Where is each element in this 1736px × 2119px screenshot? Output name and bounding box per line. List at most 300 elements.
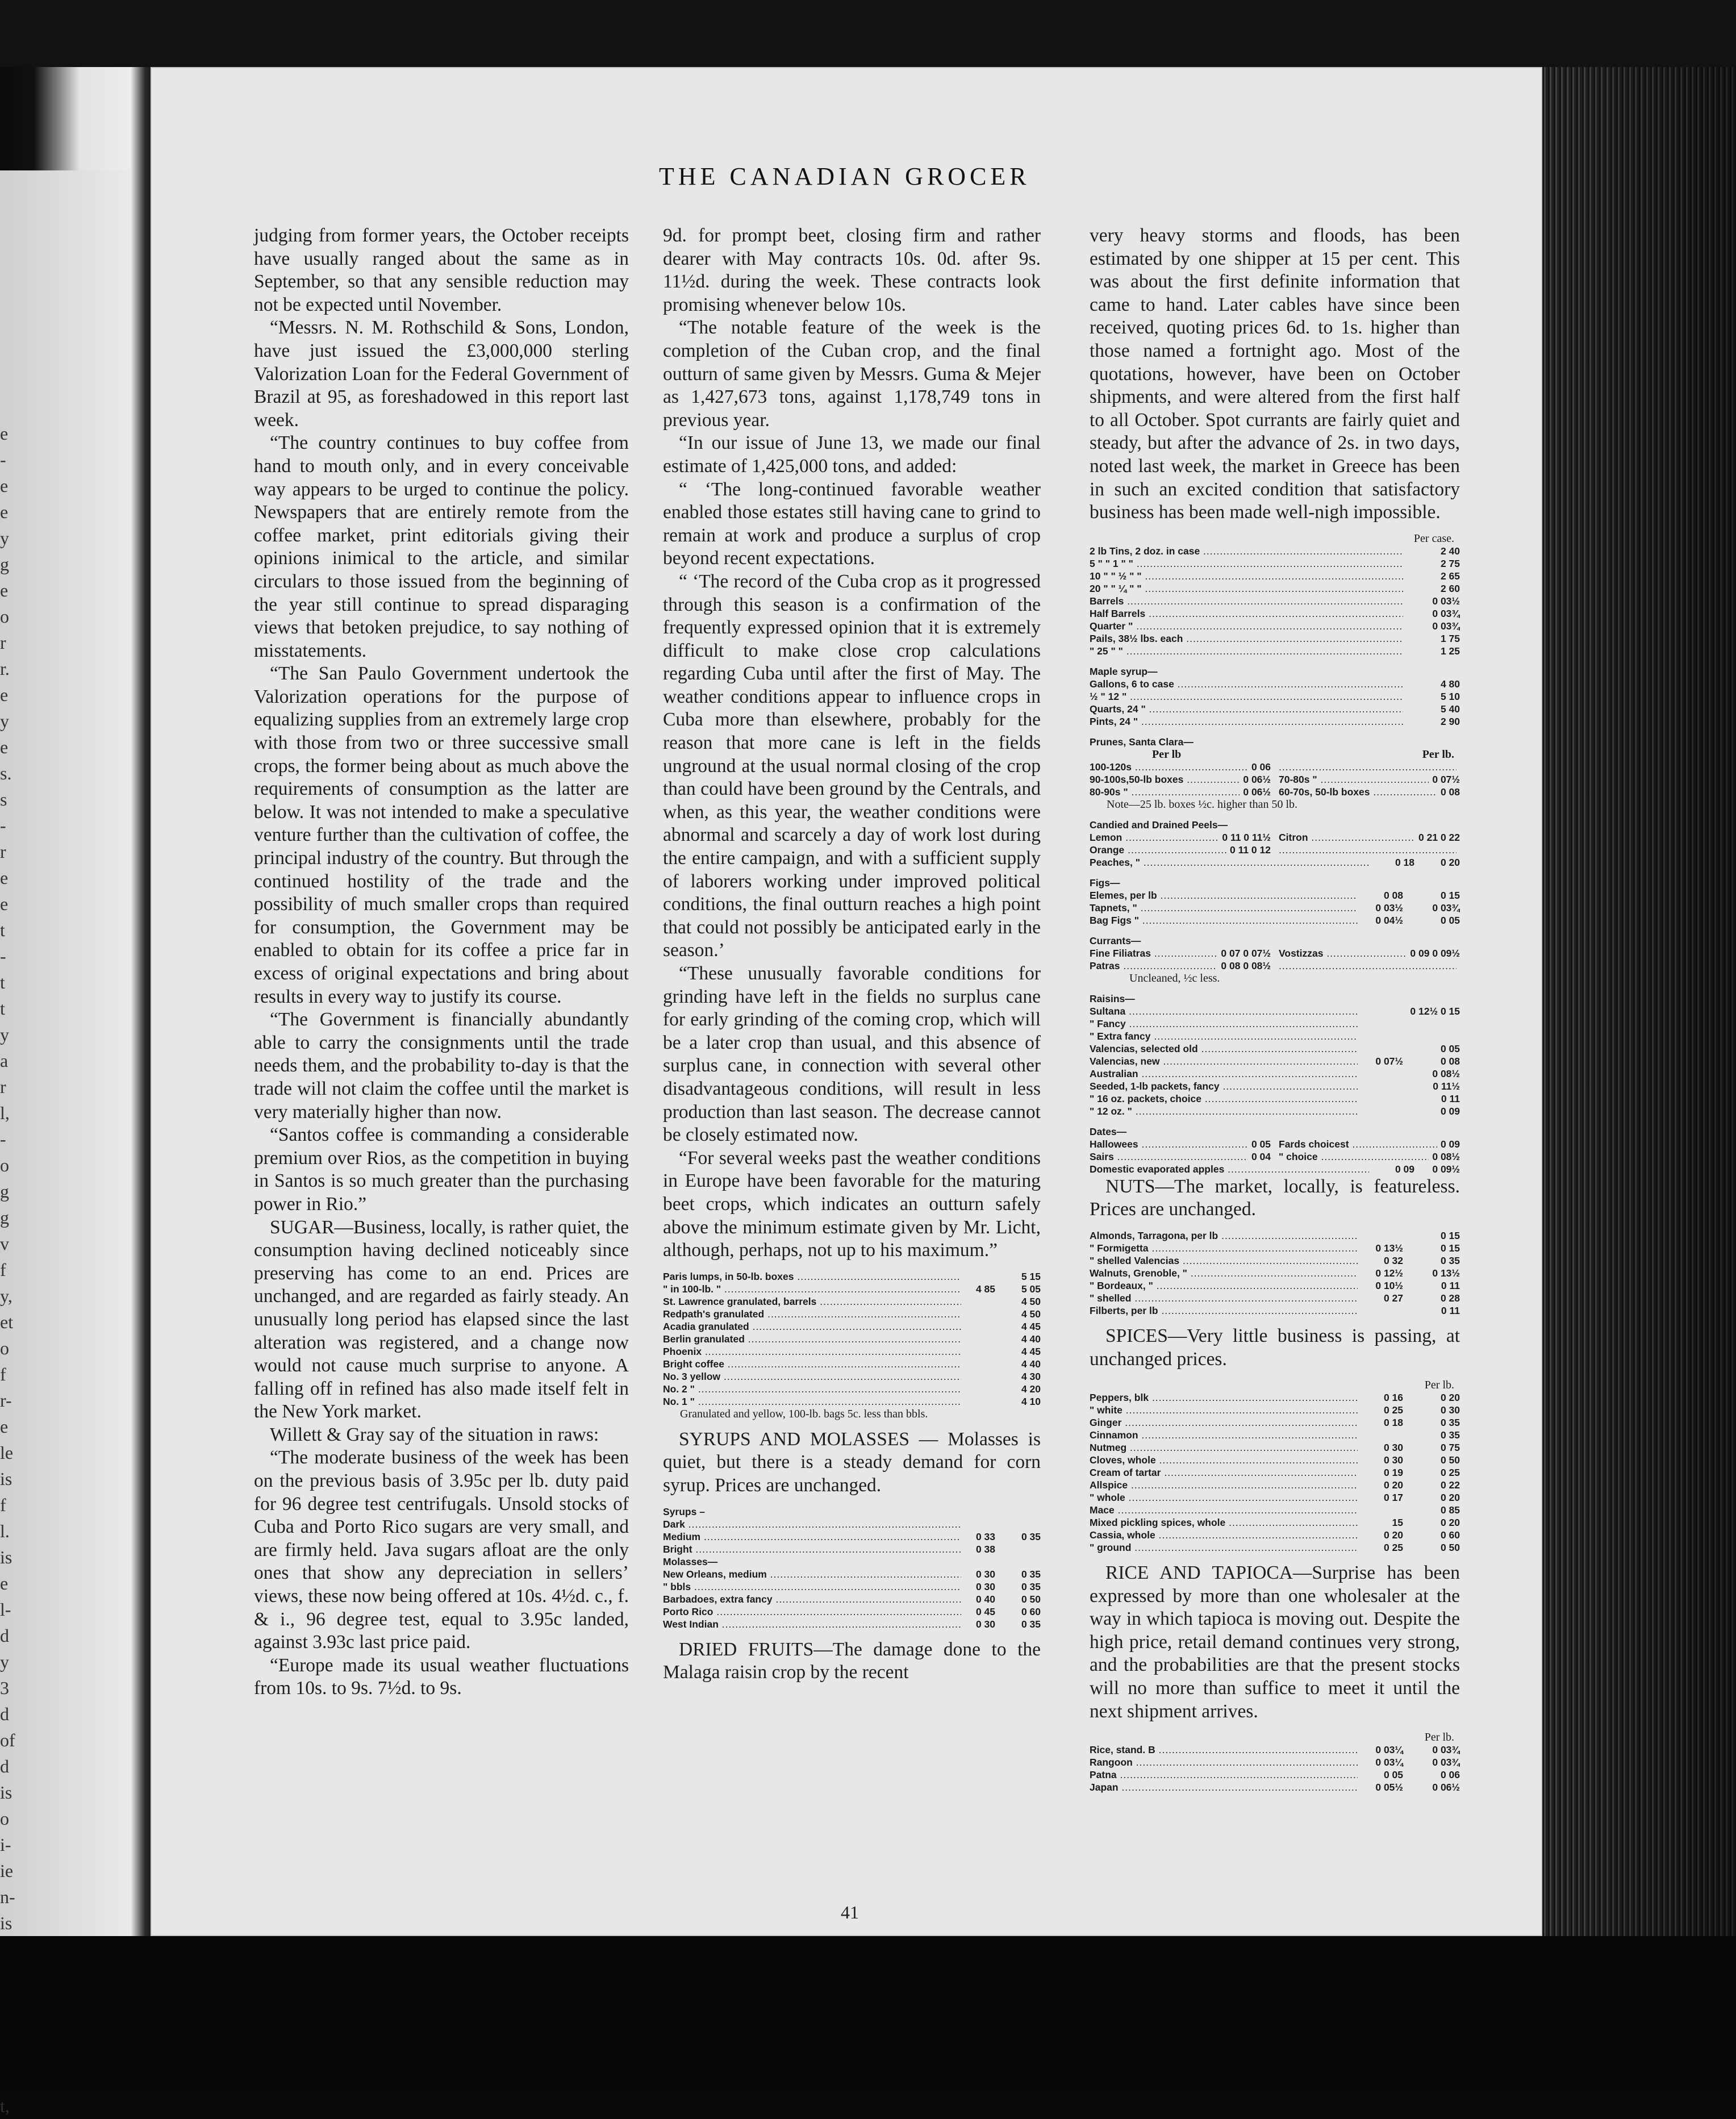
row-label (1279, 844, 1457, 856)
price-high: 5 15 (1021, 1270, 1041, 1282)
table-row (1090, 889, 1460, 902)
row-label: Cassia, whole ..... (1090, 1529, 1358, 1541)
price-high: 5 10 (1440, 690, 1460, 702)
price-high: 5 05 (1021, 1283, 1041, 1295)
price: 0 06 (1251, 761, 1271, 773)
row-label: " Bordeaux, " ..... (1090, 1279, 1358, 1292)
row-label: Rangoon ..... (1090, 1756, 1358, 1768)
price-low (1403, 645, 1426, 657)
row-label: " white ..... (1090, 1404, 1358, 1416)
page-header: THE CANADIAN GROCER (659, 162, 1030, 190)
left-page-fragment: y (0, 1651, 9, 1672)
canned-fruit-table (1090, 545, 1460, 657)
row-label: Allspice ..... (1090, 1479, 1358, 1491)
price-high: 0 60 (1021, 1605, 1041, 1617)
price-low: 0 03¼ (1375, 1757, 1403, 1768)
price-high: 0 11 (1441, 1279, 1460, 1291)
sugar-price-table (663, 1270, 1041, 1408)
price-high: 4 50 (1021, 1308, 1041, 1320)
dates-heading: Dates— (1090, 1125, 1127, 1137)
left-page-fragment: a (0, 1050, 9, 1071)
table-row (1090, 1292, 1460, 1304)
price-low (961, 1270, 995, 1283)
paragraph: “The country continues to buy coffee from hand to mouth only, and in every conceivable way appears to be urged to continue the policy. Newspapers that are entirely remote from the coffee market, print editorials giving their opinions inimical to the article, and similar circulars to those issued from the beginning of the year still continue to spread disparaging views that betoken prejudice, to say nothing of misstatements. (254, 432, 629, 661)
price-low (1358, 1030, 1403, 1042)
price-low (1403, 620, 1426, 632)
row-label: Valencias, selected old ..... (1090, 1042, 1358, 1055)
price-high: 0 50 (1440, 1454, 1460, 1466)
price-low: 0 05½ (1375, 1782, 1403, 1793)
table-row (1090, 557, 1460, 570)
left-page-fragment: e (0, 737, 9, 757)
spices-table-header: Per lb. (1424, 1379, 1454, 1392)
row-label: Berlin granulated ..... (663, 1333, 961, 1345)
table-row (663, 1333, 1041, 1345)
row-label: 20 " " ¼ " " ..... (1090, 582, 1403, 595)
row-label: Lemon ..... (1090, 831, 1218, 844)
table-row (1090, 595, 1460, 607)
price-high (1403, 1030, 1460, 1042)
price-low: 0 40 (975, 1593, 995, 1605)
price-high: 0 08½ (1432, 1067, 1460, 1079)
left-page-fragment: o (0, 1338, 9, 1358)
row-label: Walnuts, Grenoble, " ..... (1090, 1267, 1358, 1279)
table-row (1090, 1267, 1460, 1279)
price-low (1358, 1105, 1403, 1117)
left-page-fragment: n- (0, 1887, 15, 1907)
price: 0 11 0 12 (1229, 844, 1271, 856)
left-page-fragment: o (0, 1155, 9, 1175)
table-row (1090, 786, 1460, 798)
left-page-fragment: t, (0, 2096, 10, 2116)
price-high: 0 35 (1440, 1254, 1460, 1266)
price-low: 0 27 (1383, 1292, 1403, 1304)
table-row (663, 1283, 1041, 1295)
currants-table (1090, 935, 1460, 985)
price-low: 0 30 (1383, 1454, 1403, 1466)
peaches-row: Peaches, " ..... 0 18 0 20 (1090, 856, 1460, 869)
row-label: Patna ..... (1090, 1768, 1358, 1781)
price-low: 0 25 (1383, 1542, 1403, 1554)
price-low: 0 05 (1383, 1769, 1403, 1781)
table-row (1090, 1150, 1460, 1163)
paragraph: “ ‘The long-continued favorable weather enabled those estates still having cane to grind to remain at work and produce a surplus of crop beyond recent expectations. (663, 478, 1041, 569)
row-label (1279, 761, 1457, 773)
row-label: Acadia granulated ..... (663, 1320, 961, 1333)
left-page-fragment: y (0, 528, 9, 548)
price-high: 0 30 (1440, 1404, 1460, 1416)
left-page-fragment: l, (0, 1103, 10, 1123)
price-low (961, 1358, 995, 1370)
price-low: 0 30 (975, 1568, 995, 1580)
price: 0 04 (1251, 1150, 1271, 1162)
prunes-per-right: Per lb. (1422, 748, 1454, 761)
row-label: Patras ..... (1090, 960, 1217, 972)
row-label: 80-90s " ..... (1090, 786, 1240, 798)
raisins-table (1090, 992, 1460, 1117)
table-row (1090, 1030, 1460, 1042)
price-high: 0 35 (1440, 1417, 1460, 1429)
price-high: 0 35 (1021, 1568, 1041, 1580)
row-label: ½ " 12 " ..... (1090, 690, 1403, 703)
price-low (961, 1308, 995, 1320)
row-label: " 16 oz. packets, choice ..... (1090, 1092, 1358, 1105)
left-page-fragment: e (0, 475, 9, 496)
table-row (663, 1270, 1041, 1283)
price-high: 0 35 (1021, 1580, 1041, 1592)
table-row (1090, 1055, 1460, 1067)
left-page-fragment: y (0, 711, 9, 731)
price-low: 0 38 (975, 1543, 995, 1555)
row-label: Australian ..... (1090, 1067, 1358, 1080)
table-row (663, 1618, 1041, 1630)
price (1457, 761, 1460, 773)
table-row (663, 1555, 1041, 1568)
row-label: Mixed pickling spices, whole ..... (1090, 1516, 1358, 1529)
price: 0 21 0 22 (1418, 831, 1460, 843)
left-page-fragment: ie (0, 1861, 14, 1881)
left-page-fragment: e (0, 1416, 9, 1437)
price-low (961, 1518, 995, 1530)
left-page-fragment: - (0, 449, 6, 470)
paragraph: judging from former years, the October receipts have usually ranged about the same as in September, so that any sensible reduction may not be expected until November. (254, 225, 629, 315)
price-low (1403, 570, 1426, 582)
price-high: 0 09 (1440, 1105, 1460, 1117)
price-low: 0 03½ (1375, 902, 1403, 913)
price-high: 2 75 (1440, 557, 1460, 569)
price-high: 0 35 (1021, 1530, 1041, 1542)
row-label: Dark ..... (663, 1518, 961, 1530)
row-label: Ginger ..... (1090, 1416, 1358, 1429)
left-page-fragment: e (0, 867, 9, 888)
row-label: No. 3 yellow ..... (663, 1370, 961, 1383)
table-row (1090, 607, 1460, 620)
price-high: 2 65 (1440, 570, 1460, 582)
peels-rows (1090, 831, 1460, 856)
table-row (1090, 1005, 1460, 1017)
price-low: 0 12½ (1375, 1267, 1403, 1279)
row-label: " choice ..... (1279, 1150, 1429, 1163)
price: 0 06½ (1243, 773, 1271, 785)
table-row (663, 1308, 1041, 1320)
table-row (1090, 1254, 1460, 1267)
table-row (663, 1605, 1041, 1618)
table-row (1090, 902, 1460, 914)
left-page-fragment: l- (0, 1599, 11, 1620)
row-label: Peppers, blk ..... (1090, 1391, 1358, 1404)
row-label: Filberts, per lb ..... (1090, 1304, 1358, 1317)
table-row (1090, 1429, 1460, 1441)
price-low (1403, 632, 1426, 645)
price: 0 08½ (1432, 1150, 1460, 1162)
price-high: 0 11 (1441, 1304, 1460, 1316)
price-low (1358, 1304, 1403, 1317)
left-page-fragment: i- (0, 1834, 11, 1855)
left-page-fragment: 3 (0, 1678, 9, 1698)
table-row (1090, 620, 1460, 632)
paragraph: “These unusually favorable conditions for grinding have left in the fields no surplus cane for early grinding of the coming crop, which will be a later crop than usual, and this absence of surplus cane, in connection with several other disadvantageous conditions, will result in less production than last season. The decrease cannot be closely estimated now. (663, 963, 1041, 1146)
table-row (1090, 1242, 1460, 1254)
table-row (1090, 1080, 1460, 1092)
price-low: 0 17 (1383, 1492, 1403, 1504)
left-page-fragment: r. (0, 658, 10, 679)
row-label: Sultana ..... (1090, 1005, 1358, 1017)
row-label: Orange ..... (1090, 844, 1226, 856)
nuts-table (1090, 1229, 1460, 1317)
spices-paragraph: SPICES—Very little business is passing, at unchanged prices. (1090, 1325, 1460, 1370)
peels-heading: Candied and Drained Peels— (1090, 819, 1228, 831)
fruit-table-header: Per case. (1413, 532, 1454, 545)
price-high: 0 08 (1440, 1055, 1460, 1067)
table-row (1090, 665, 1460, 678)
row-label: " shelled ..... (1090, 1292, 1358, 1304)
price: 0 07 0 07½ (1221, 947, 1271, 959)
paragraph: “Messrs. N. M. Rothschild & Sons, London, have just issued the £3,000,000 sterling Valorization Loan for the Federal Government of Brazil at 95, as foreshadowed in this report last week. (254, 317, 629, 431)
row-label: 10 " " ½ " " ..... (1090, 570, 1403, 582)
row-label: Redpath's granulated ..... (663, 1308, 961, 1320)
figs-table (1090, 877, 1460, 927)
price-high: 0 03¾ (1432, 902, 1460, 913)
row-label: Pints, 24 " ..... (1090, 715, 1403, 728)
left-page-fragment: d (0, 1704, 9, 1724)
row-label: Barbadoes, extra fancy ..... (663, 1593, 961, 1605)
row-label: Cream of tartar ..... (1090, 1466, 1358, 1479)
price-high: 2 90 (1440, 715, 1460, 727)
price-high: 0 20 (1440, 1517, 1460, 1529)
left-page-fragment-text (0, 420, 17, 2119)
price-high: 0 03¾ (1432, 1757, 1460, 1768)
left-page-fragment: - (0, 946, 6, 966)
row-label: West Indian ..... (663, 1618, 961, 1630)
table-row (663, 1383, 1041, 1395)
row-label: 90-100s,50-lb boxes ..... (1090, 773, 1240, 786)
paragraph: “For several weeks past the weather conditions in Europe have been favorable for the maturing beet crops, which indicates an outturn safely above the minimum estimate given by Mr. Licht, although, perhaps, not up to his maximum.” (663, 1147, 1041, 1261)
price-low (1358, 1229, 1403, 1242)
price-low: 0 07½ (1375, 1055, 1403, 1067)
price-low (1358, 1429, 1403, 1441)
left-page-edge (0, 170, 131, 2116)
table-row (1090, 1042, 1460, 1055)
row-label: Valencias, new ..... (1090, 1055, 1358, 1067)
left-page-fragment: t (0, 998, 5, 1019)
price-high: 0 28 (1440, 1292, 1460, 1304)
row-label: " shelled Valencias ..... (1090, 1254, 1358, 1267)
rice-table-header: Per lb. (1424, 1731, 1454, 1744)
table-row (663, 1593, 1041, 1605)
price (1457, 960, 1460, 972)
left-page-fragment: - (0, 1129, 6, 1149)
table-row (1090, 947, 1460, 960)
left-page-fragment: s (0, 789, 7, 810)
price-low: 0 25 (1383, 1404, 1403, 1416)
row-label: Barrels ..... (1090, 595, 1403, 607)
price-high: 0 85 (1440, 1504, 1460, 1516)
price: 0 05 (1251, 1138, 1271, 1150)
paragraph: “Europe made its usual weather fluctuations from 10s. to 9s. 7½d. to 9s. (254, 1654, 629, 1699)
row-label: Seeded, 1-lb packets, fancy ..... (1090, 1080, 1358, 1092)
left-page-fragment: s. (0, 763, 12, 783)
price-high: 0 50 (1440, 1542, 1460, 1554)
table-row (1090, 1304, 1460, 1317)
table-row (1090, 1466, 1460, 1479)
price-high: 1 25 (1440, 645, 1460, 657)
table-row (663, 1518, 1041, 1530)
price (1457, 844, 1460, 856)
left-page-fragment: et (0, 1312, 14, 1332)
domestic-apples-row: Domestic evaporated apples ..... 0 09 0 09½ (1090, 1163, 1460, 1175)
table-row (663, 1345, 1041, 1358)
price-low (961, 1295, 995, 1308)
price-high: 2 40 (1440, 545, 1460, 557)
row-label: Syrups – (663, 1505, 705, 1517)
table-row (1090, 992, 1460, 1005)
price-high: 0 15 (1440, 1229, 1460, 1241)
maple-syrup-table (1090, 665, 1460, 728)
row-label: No. 1 " ..... (663, 1395, 961, 1408)
row-label: 100-120s ..... (1090, 761, 1248, 773)
row-label: Cloves, whole ..... (1090, 1454, 1358, 1466)
price: 0 07½ (1432, 773, 1460, 785)
price: 0 09 0 09½ (1410, 947, 1460, 959)
price-high: 0 05 (1440, 1042, 1460, 1054)
left-page-fragment: t (0, 972, 5, 992)
price-low (1358, 1504, 1403, 1516)
syrups-paragraph: SYRUPS AND MOLASSES — Molasses is quiet, but there is a steady demand for corn syrup. Prices are unchanged. (663, 1428, 1041, 1496)
row-label: Bag Figs " ..... (1090, 914, 1358, 927)
page-number: 41 (841, 1902, 859, 1922)
left-page-fragment: y (0, 1024, 9, 1045)
price-high: 1 75 (1440, 632, 1460, 644)
table-row (1090, 1067, 1460, 1080)
left-page-fragment: o (0, 606, 9, 627)
price-low: 0 20 (1383, 1479, 1403, 1491)
table-row (1090, 632, 1460, 645)
price-low: 0 13½ (1375, 1242, 1403, 1254)
row-label: Cinnamon ..... (1090, 1429, 1358, 1441)
price-low (961, 1395, 995, 1408)
price-high: 0 35 (1021, 1618, 1041, 1630)
row-label: Molasses— (663, 1555, 718, 1567)
row-label: " Fancy ..... (1090, 1017, 1358, 1030)
top-shadow (0, 0, 1736, 67)
table-row (1090, 960, 1460, 972)
row-label: Elemes, per lb ..... (1090, 889, 1358, 902)
currants-heading: Currants— (1090, 935, 1141, 946)
price-low: 0 16 (1383, 1392, 1403, 1404)
price-low (1358, 1067, 1403, 1080)
price-high: 0 35 (1440, 1429, 1460, 1441)
price-high: 0 06½ (1432, 1782, 1460, 1793)
row-label: " ground ..... (1090, 1541, 1358, 1554)
currants-paragraph: very heavy storms and floods, has been estimated by one shipper at 15 per cent. This was about the first definite information that came to hand. Later cables have since been received, quoting prices 6d. to 1s. higher than those named a fortnight ago. Most of the quotations, however, have been on October shipments, and were altered from the first half to all October. Spot currants are fairly quiet and steady, but after the advance of 2s. in two days, noted last week, the market in Greece has been in such an excited condition that satisfactory business has been made well-nigh impossible. (1090, 225, 1460, 523)
row-label: Porto Rico ..... (663, 1605, 961, 1618)
table-row (1090, 715, 1460, 728)
price-low (1403, 557, 1426, 570)
table-row (1090, 1279, 1460, 1292)
price-low (1358, 1042, 1403, 1055)
price-low (1403, 582, 1426, 595)
column-2 (663, 224, 1041, 1684)
price-high: 4 45 (1021, 1345, 1041, 1357)
left-page-fragment: g (0, 554, 9, 574)
row-label: " 25 " " ..... (1090, 645, 1403, 657)
row-label: Quarter " ..... (1090, 620, 1403, 632)
left-page-fragment: e (0, 423, 9, 444)
table-row (663, 1580, 1041, 1593)
row-label: Bright ..... (663, 1543, 961, 1555)
price-high: 0 75 (1440, 1442, 1460, 1454)
left-page-fragment: e (0, 685, 9, 705)
price: 0 06½ (1243, 786, 1271, 798)
price-low (961, 1320, 995, 1333)
row-label: Citron ..... (1279, 831, 1415, 844)
price: 0 08 (1440, 786, 1460, 798)
price-high: 4 80 (1440, 678, 1460, 690)
price: 0 09 (1440, 1138, 1460, 1150)
dates-rows (1090, 1138, 1460, 1163)
rice-paragraph: RICE AND TAPIOCA—Surprise has been expressed by more than one wholesaler at the way in which tapioca is moving out. Despite the high price, retail demand continues very strong, and the probabilities are that the present stocks will no more than suffice to meet it until the next shipment arrives. (1090, 1562, 1460, 1722)
left-page-fragment: of (0, 1730, 15, 1750)
prunes-table (1090, 736, 1460, 811)
price-high: 0 03¾ (1432, 607, 1460, 619)
table-row (1090, 1504, 1460, 1516)
rice-table (1090, 1743, 1460, 1793)
row-label: Nutmeg ..... (1090, 1441, 1358, 1454)
table-row (663, 1530, 1041, 1543)
row-label: Japan ..... (1090, 1781, 1358, 1793)
price-low (1358, 1017, 1403, 1030)
price-low (961, 1345, 995, 1358)
price-high: 0 13½ (1432, 1267, 1460, 1279)
row-label (1279, 960, 1457, 972)
left-page-fragment: d (0, 1756, 9, 1776)
dates-table (1090, 1125, 1460, 1175)
price-high: 0 15 (1440, 1242, 1460, 1254)
price-low: 0 20 (1383, 1529, 1403, 1541)
price-low: 0 19 (1383, 1467, 1403, 1479)
left-page-fragment: r (0, 1077, 6, 1097)
row-label: Quarts, 24 " ..... (1090, 703, 1403, 715)
table-row (1090, 1756, 1460, 1768)
dried-fruits-paragraph: DRIED FRUITS—The damage done to the Malaga raisin crop by the recent (663, 1638, 1041, 1683)
paragraph: “In our issue of June 13, we made our final estimate of 1,425,000 tons, and added: (663, 432, 1041, 477)
prunes-heading: Prunes, Santa Clara— (1090, 736, 1194, 748)
table-row (1090, 690, 1460, 703)
table-row (663, 1320, 1041, 1333)
left-page-fragment: d (0, 1625, 9, 1646)
table-row (663, 1358, 1041, 1370)
price-high: 0 05 (1440, 914, 1460, 926)
table-row (663, 1505, 1041, 1518)
price-low (1403, 690, 1426, 703)
left-page-fragment: g (0, 1207, 9, 1228)
column-1 (254, 224, 629, 1700)
price-low (961, 1333, 995, 1345)
row-label: " in 100-lb. " ..... (663, 1283, 961, 1295)
left-page-fragment: f (0, 1495, 6, 1515)
price-high: 4 45 (1021, 1320, 1041, 1332)
price-high: 4 50 (1021, 1295, 1041, 1307)
syrups-price-table (663, 1505, 1041, 1630)
table-row (1090, 1541, 1460, 1554)
table-row (1090, 1516, 1460, 1529)
price-high: 0 11 (1441, 1092, 1460, 1104)
price-high: 0 20 (1440, 1492, 1460, 1504)
left-page-fragment: v (0, 1233, 9, 1254)
table-row (1090, 1229, 1460, 1242)
left-page-fragment: y, (0, 1286, 12, 1306)
nuts-paragraph: NUTS—The market, locally, is featureless. Prices are unchanged. (1090, 1175, 1460, 1220)
